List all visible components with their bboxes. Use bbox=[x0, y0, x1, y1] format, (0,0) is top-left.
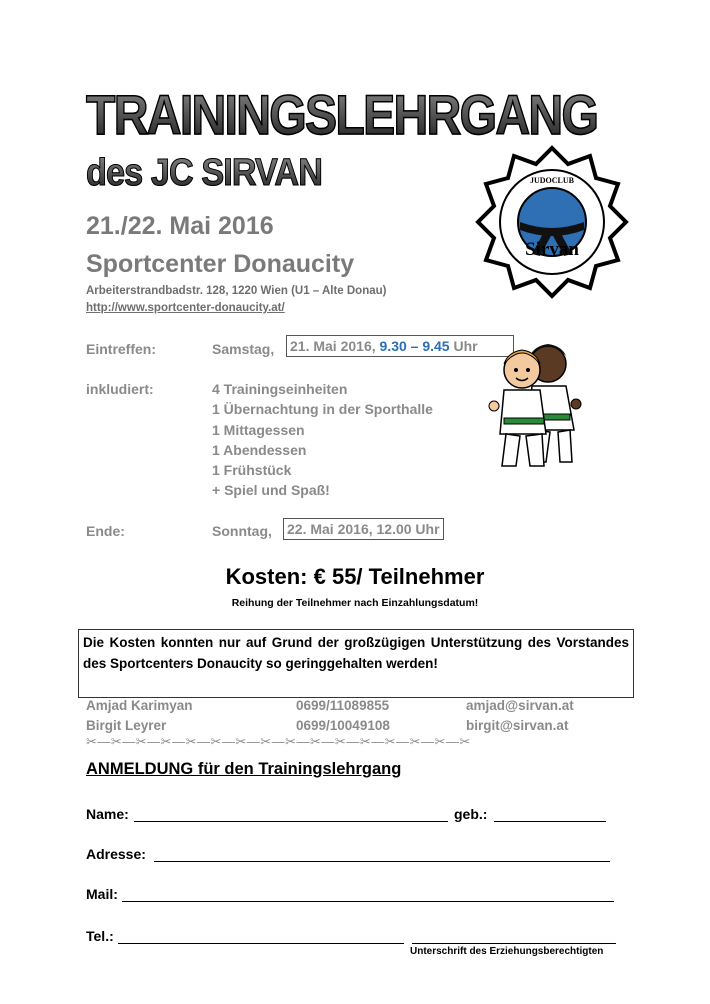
costs-headline: Kosten: € 55/ Teilnehmer bbox=[225, 564, 485, 589]
event-venue: Sportcenter Donaucity bbox=[86, 250, 355, 278]
end-day: Sonntag, bbox=[212, 523, 272, 539]
included-list bbox=[212, 379, 433, 501]
logo-top-text: JUDOCLUB bbox=[529, 176, 574, 185]
list-item: 4 Trainingseinheiten bbox=[212, 381, 348, 397]
contact-phone: 0699/11089855 bbox=[296, 698, 390, 713]
phone-label: Tel.: bbox=[86, 928, 114, 944]
arrival-time: 9.30 – 9.45 bbox=[379, 338, 450, 354]
list-item: 1 Abendessen bbox=[212, 441, 307, 458]
contact-email[interactable]: amjad@sirvan.at bbox=[466, 698, 574, 713]
venue-link[interactable]: http://www.sportcenter-donaucity.at/ bbox=[86, 302, 285, 314]
phone-field[interactable] bbox=[118, 942, 404, 944]
contact-phone: 0699/10049108 bbox=[296, 718, 390, 733]
judo-kids-illustration bbox=[486, 334, 586, 474]
end-label: Ende: bbox=[86, 523, 125, 539]
list-item: + Spiel und Spaß! bbox=[212, 482, 330, 499]
venue-address: Arbeiterstrandbadstr. 128, 1220 Wien (U1 – Alte Donau) bbox=[86, 285, 387, 297]
event-date: 21./22. Mai 2016 bbox=[86, 212, 274, 240]
arrival-day: Samstag, bbox=[212, 341, 275, 357]
sponsor-notice: Die Kosten konnten nur auf Grund der großzügigen Unterstützung des Vorstandes des Sportcenters Donaucity so geringgehalten werden! bbox=[78, 629, 634, 698]
logo-bottom-text: Sirvan bbox=[525, 239, 579, 260]
costs-note: Reihung der Teilnehmer nach Einzahlungsdatum! bbox=[231, 597, 479, 609]
address-label: Adresse: bbox=[86, 846, 146, 862]
mail-field[interactable] bbox=[122, 900, 614, 902]
judoclub-logo bbox=[472, 142, 632, 302]
list-item: 1 Frühstück bbox=[212, 462, 292, 479]
birthdate-label: geb.: bbox=[454, 806, 488, 822]
contact-name: Amjad Karimyan bbox=[86, 698, 193, 713]
arrival-label: Eintreffen: bbox=[86, 341, 156, 357]
contact-name: Birgit Leyrer bbox=[86, 718, 167, 733]
flyer-subtitle: des JC SIRVAN bbox=[86, 152, 323, 194]
contact-email[interactable]: birgit@sirvan.at bbox=[466, 718, 569, 733]
included-label: inkludiert: bbox=[86, 381, 154, 397]
flyer-title: TRAININGSLEHRGANG bbox=[86, 83, 598, 146]
arrival-unit: Uhr bbox=[453, 338, 478, 354]
name-label: Name: bbox=[86, 806, 129, 822]
arrival-box bbox=[286, 335, 514, 357]
list-item: 1 Übernachtung in der Sporthalle bbox=[212, 401, 433, 418]
mail-label: Mail: bbox=[86, 886, 118, 902]
signature-field[interactable] bbox=[412, 942, 616, 944]
signature-caption: Unterschrift des Erziehungsberechtigten bbox=[410, 946, 604, 957]
name-field[interactable] bbox=[134, 820, 448, 822]
birthdate-field[interactable] bbox=[494, 820, 606, 822]
end-datetime: 22. Mai 2016, 12.00 Uhr bbox=[283, 518, 444, 540]
list-item: 1 Mittagessen bbox=[212, 421, 305, 438]
address-field[interactable] bbox=[154, 860, 610, 862]
cut-line: ✂—✂—✂—✂—✂—✂—✂—✂—✂—✂—✂—✂—✂—✂—✂—✂ bbox=[86, 734, 471, 749]
arrival-date: 21. Mai 2016, bbox=[290, 338, 376, 354]
registration-heading: ANMELDUNG für den Trainingslehrgang bbox=[86, 760, 402, 778]
